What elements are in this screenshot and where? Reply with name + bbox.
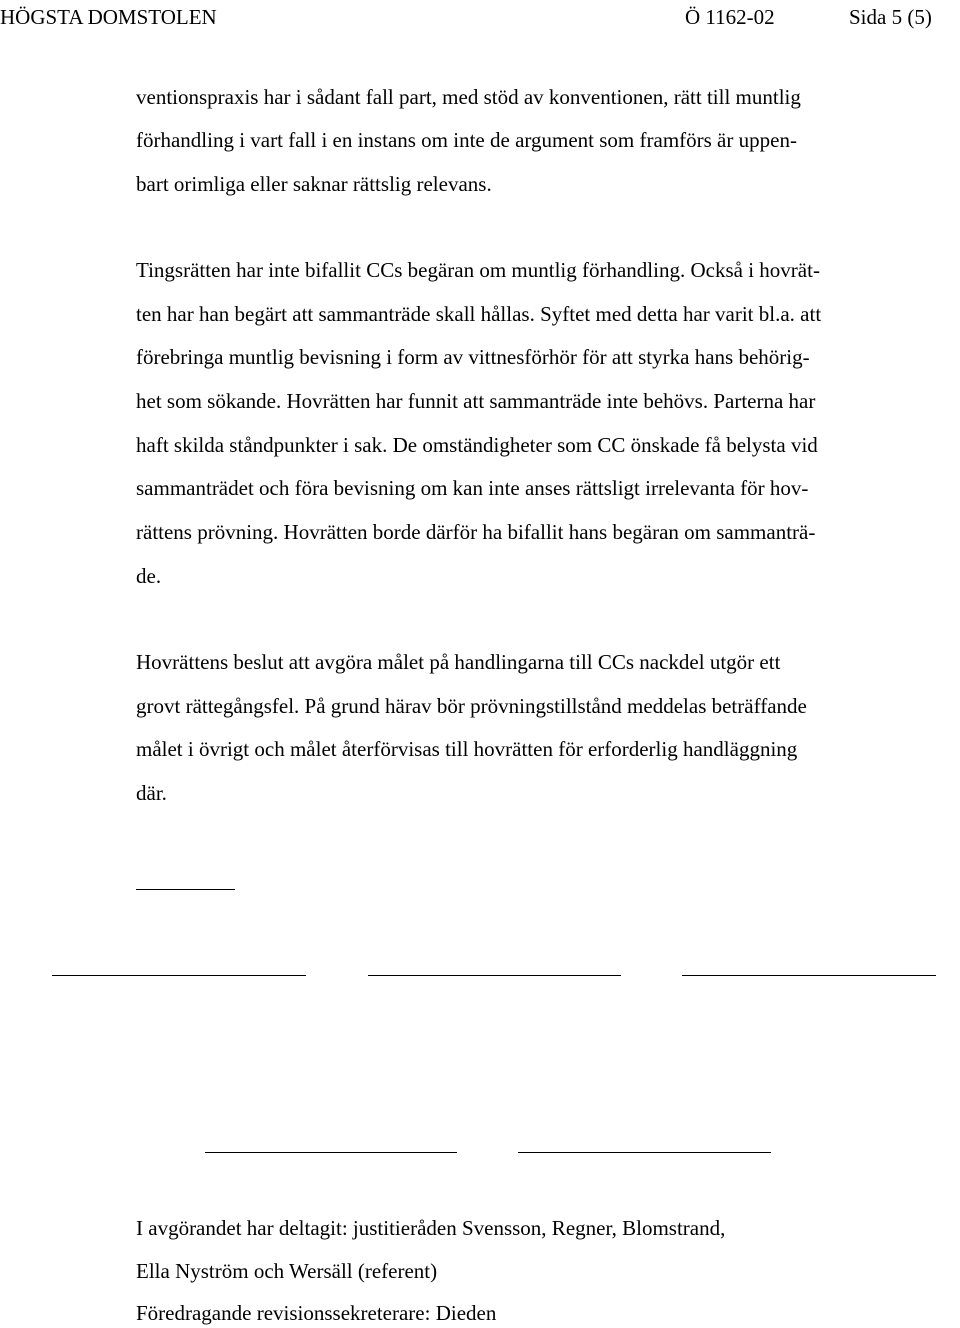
text-line: Tingsrätten har inte bifallit CCs begäran om muntlig förhandling. Också i hovrät-	[136, 258, 820, 282]
page-number: Sida 5 (5)	[849, 5, 932, 29]
page-header	[0, 4, 960, 30]
short-divider	[136, 889, 235, 890]
text-line: rättens prövning. Hovrätten borde därför ha bifallit hans begäran om sammanträ-	[136, 520, 816, 544]
text-line: bart orimliga eller saknar rättslig relevans.	[136, 172, 492, 196]
text-line: förebringa muntlig bevisning i form av vittnesförhör för att styrka hans behörig-	[136, 345, 810, 369]
text-line: I avgörandet har deltagit: justitieråden Svensson, Regner, Blomstrand,	[136, 1216, 726, 1240]
text-line: ventionspraxis har i sådant fall part, med stöd av konventionen, rätt till muntlig	[136, 85, 801, 109]
text-line: ten har han begärt att sammanträde skall hållas. Syftet med detta har varit bl.a. att	[136, 302, 822, 326]
text-line: Ella Nyström och Wersäll (referent)	[136, 1259, 438, 1283]
text-line: förhandling i vart fall i en instans om inte de argument som framförs är uppen-	[136, 128, 797, 152]
case-number: Ö 1162-02	[685, 5, 775, 29]
text-line: haft skilda ståndpunkter i sak. De omständigheter som CC önskade få belysta vid	[136, 433, 818, 457]
text-line: Hovrättens beslut att avgöra målet på handlingarna till CCs nackdel utgör ett	[136, 650, 781, 674]
signature-line	[682, 975, 936, 976]
signature-line	[52, 975, 306, 976]
text-line: målet i övrigt och målet återförvisas till hovrätten för erforderlig handläggning	[136, 737, 798, 761]
text-line: Föredragande revisionssekreterare: Dieden	[136, 1301, 497, 1325]
text-line: grovt rättegångsfel. På grund härav bör prövningstillstånd meddelas beträffande	[136, 694, 807, 718]
signature-line	[368, 975, 621, 976]
text-line: de.	[136, 564, 162, 588]
text-line: het som sökande. Hovrätten har funnit att sammanträde inte behövs. Parterna har	[136, 389, 816, 413]
signature-line	[205, 1152, 457, 1153]
signature-line	[518, 1152, 771, 1153]
text-line: sammanträdet och föra bevisning om kan inte anses rättsligt irrelevanta för hov-	[136, 476, 809, 500]
text-line: där.	[136, 781, 167, 805]
court-name: HÖGSTA DOMSTOLEN	[0, 5, 217, 29]
